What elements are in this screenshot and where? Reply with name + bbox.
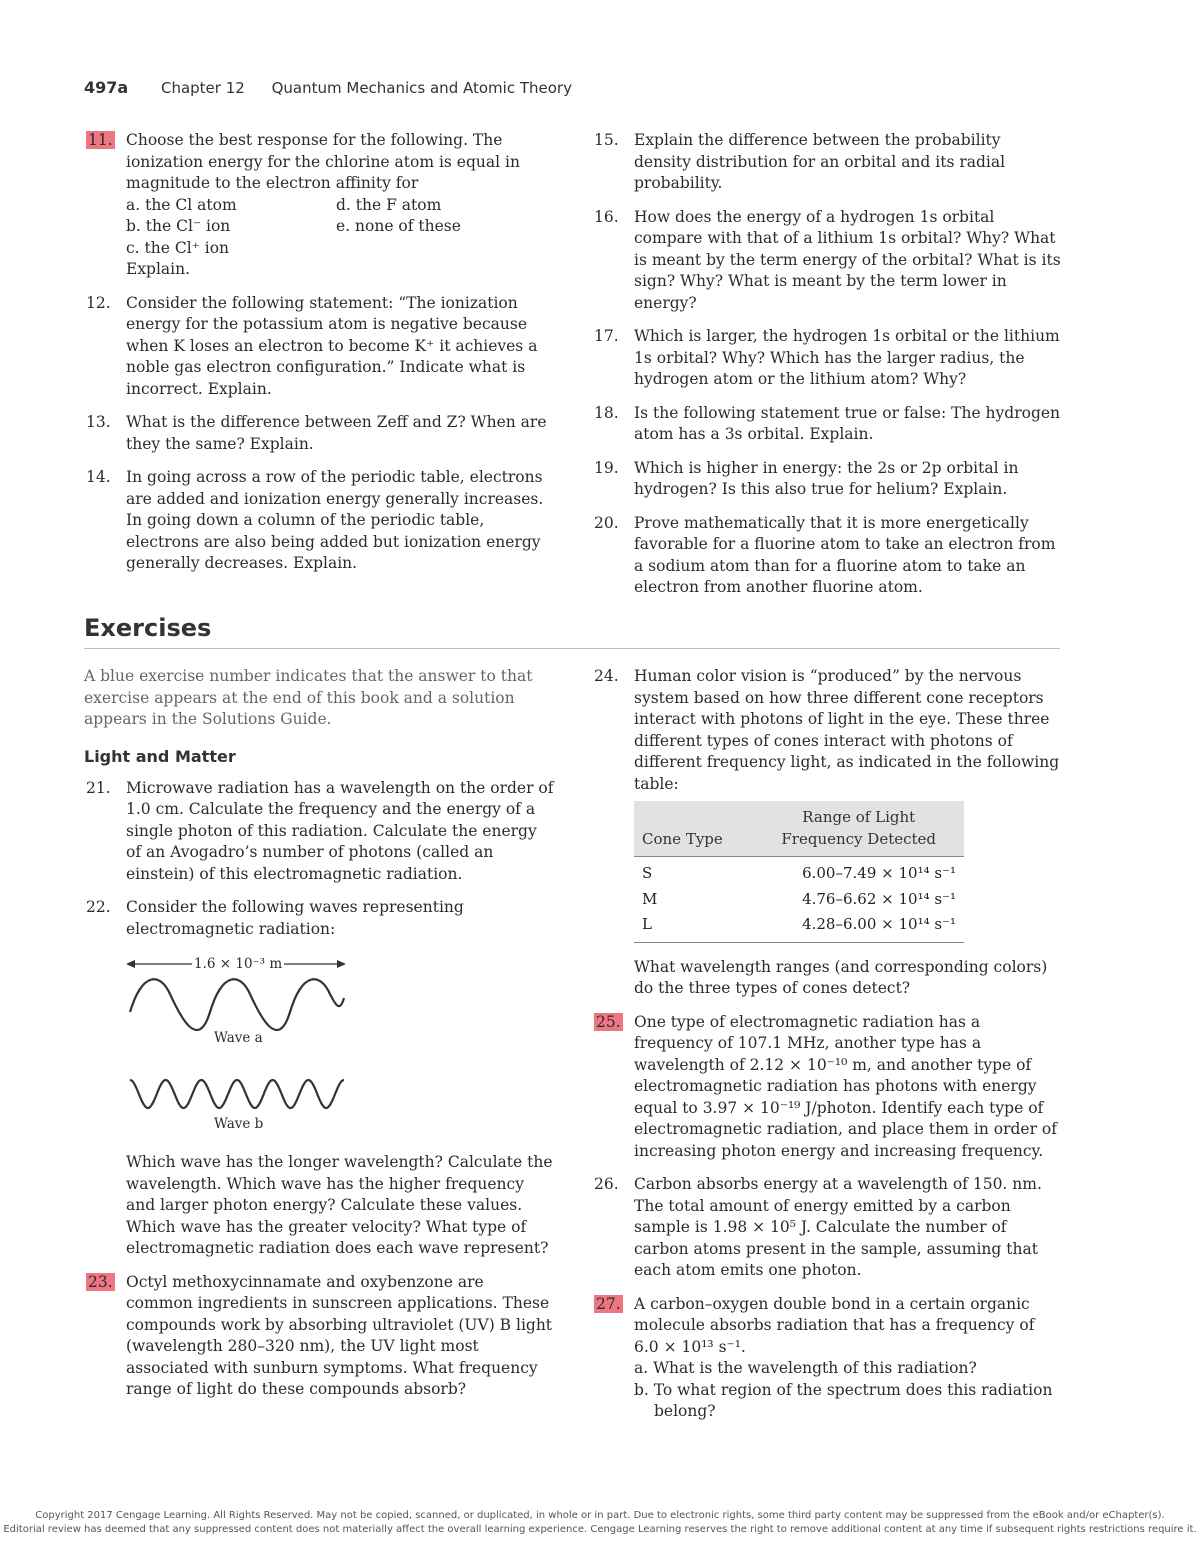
question-18 bbox=[592, 403, 1062, 446]
question-24 bbox=[592, 666, 1062, 1000]
question-number: 18. bbox=[594, 403, 619, 422]
question-21 bbox=[84, 778, 554, 886]
question-23 bbox=[84, 1272, 554, 1401]
page-number: 497a bbox=[84, 78, 129, 97]
scale-arrowhead-left bbox=[126, 960, 135, 968]
question-number: 16. bbox=[594, 207, 619, 226]
wave-b-label: Wave b bbox=[214, 1116, 264, 1132]
question-number: 27. bbox=[596, 1294, 621, 1313]
question-number: 14. bbox=[86, 468, 111, 486]
question-11 bbox=[84, 130, 554, 281]
question-text: Human color vision is “produced” by the nervous system based on how three different cone receptors interact with photons of light in the eye. These three different types of cones interact with photons of different frequency light, as indicated in the following table: bbox=[634, 667, 1060, 793]
question-number: 23. bbox=[88, 1272, 113, 1291]
option-a: a. the Cl atom bbox=[126, 195, 237, 214]
footer-line-1: Copyright 2017 Cengage Learning. All Rights Reserved. May not be copied, scanned, or duplicated, in whole or in part. Due to electronic rights, some third party content may be suppressed from the eBook and/or eChapter(s). bbox=[35, 1510, 1165, 1521]
question-20 bbox=[592, 513, 1062, 599]
question-16 bbox=[592, 207, 1062, 315]
exercises-left-column bbox=[84, 666, 554, 1413]
page-header bbox=[84, 78, 572, 97]
question-text: Consider the following statement: “The ionization energy for the potassium atom is negative because when K loses an electron to become K⁺ it achieves a noble gas electron configuration.” Indicate what is incorrect. Explain. bbox=[126, 293, 538, 398]
question-14 bbox=[84, 467, 554, 575]
section-heading: Exercises bbox=[84, 614, 212, 642]
table-header-cone-type: Cone Type bbox=[634, 801, 753, 857]
question-number: 25. bbox=[596, 1012, 621, 1031]
question-tail: Explain. bbox=[126, 260, 191, 278]
question-part-a: a. What is the wavelength of this radiation? bbox=[634, 1359, 977, 1377]
question-number: 19. bbox=[594, 458, 619, 477]
scale-label: 1.6 × 10⁻³ m bbox=[194, 954, 282, 976]
question-number: 15. bbox=[594, 131, 619, 149]
question-text: Which is higher in energy: the 2s or 2p orbital in hydrogen? Is this also true for helium? Explain. bbox=[634, 458, 1019, 498]
question-number: 26. bbox=[594, 1175, 619, 1193]
answer-options bbox=[126, 195, 554, 260]
question-text: A carbon–oxygen double bond in a certain organic molecule absorbs radiation that has a frequency of 6.0 × 10¹³ s⁻¹. bbox=[634, 1294, 1035, 1356]
question-text: Choose the best response for the following. The ionization energy for the chlorine atom is equal in magnitude to the electron affinity for bbox=[126, 131, 520, 192]
table-header-range: Range of Light Frequency Detected bbox=[753, 801, 964, 857]
question-text: Prove mathematically that it is more energetically favorable for a fluorine atom to take an electron from a sodium atom than for a fluorine atom to take an electron from another fluorine atom. bbox=[634, 513, 1056, 596]
question-text: Carbon absorbs energy at a wavelength of 150. nm. The total amount of energy emitted by a carbon sample is 1.98 × 10⁵ J. Calculate the number of carbon atoms present in the sample, assuming that each atom emits one photon. bbox=[634, 1175, 1042, 1279]
question-15 bbox=[592, 130, 1062, 195]
footer-line-2: Editorial review has deemed that any suppressed content does not materially affect the overall learning experience. Cengage Learning reserves the right to remove additional content at any time if subsequent rights restrictions require it. bbox=[3, 1524, 1197, 1535]
option-c: c. the Cl⁺ ion bbox=[126, 238, 230, 257]
question-number: 21. bbox=[86, 778, 111, 797]
chapter-title: Quantum Mechanics and Atomic Theory bbox=[271, 79, 572, 97]
question-17 bbox=[592, 326, 1062, 391]
question-22 bbox=[84, 897, 554, 1260]
exercises-right-column bbox=[592, 666, 1062, 1435]
question-number: 12. bbox=[86, 293, 111, 312]
question-27 bbox=[592, 1294, 1062, 1423]
question-text: What is the difference between Zeff and Z? When are they the same? Explain. bbox=[126, 413, 547, 453]
question-number: 11. bbox=[88, 131, 113, 149]
question-26 bbox=[592, 1174, 1062, 1282]
top-right-column bbox=[592, 130, 1062, 611]
table-row: L 4.28–6.00 × 10¹⁴ s⁻¹ bbox=[634, 912, 964, 942]
subsection-heading: Light and Matter bbox=[84, 746, 236, 766]
question-number: 20. bbox=[594, 513, 619, 532]
question-text: One type of electromagnetic radiation has a frequency of 107.1 MHz, another type has a wavelength of 2.12 × 10⁻¹⁰ m, and another type of electromagnetic radiation has photons with energy equal to 3.97 × 10⁻¹⁹ J/photon. Identify each type of electromagnetic radiation, and place them in order of increasing photon energy and increasing frequency. bbox=[634, 1012, 1057, 1160]
wave-a-label: Wave a bbox=[214, 1030, 263, 1046]
question-number: 17. bbox=[594, 327, 619, 345]
cone-table bbox=[634, 801, 964, 943]
wave-figure bbox=[126, 950, 554, 1140]
top-left-column bbox=[84, 130, 554, 587]
option-e: e. none of these bbox=[336, 217, 461, 235]
section-divider bbox=[84, 648, 1060, 649]
wave-a-curve bbox=[130, 979, 344, 1030]
question-12 bbox=[84, 293, 554, 401]
question-text: Octyl methoxycinnamate and oxybenzone are common ingredients in sunscreen applications. These compounds work by absorbing ultraviolet (UV) B light (wavelength 280–320 nm), the UV light most associated with sunburn symptoms. What frequency range of light do these compounds absorb? bbox=[126, 1272, 553, 1398]
table-row: M 4.76–6.62 × 10¹⁴ s⁻¹ bbox=[642, 889, 956, 908]
question-number: 24. bbox=[594, 667, 619, 685]
question-tail: What wavelength ranges (and corresponding colors) do the three types of cones detect? bbox=[634, 957, 1048, 997]
option-b: b. the Cl⁻ ion bbox=[126, 217, 231, 235]
copyright-footer bbox=[0, 1509, 1200, 1537]
question-text: In going across a row of the periodic table, electrons are added and ionization energy generally increases. In going down a column of the periodic table, electrons are also being added but ionization energy generally decreases. Explain. bbox=[126, 468, 544, 572]
question-tail: Which wave has the longer wavelength? Calculate the wavelength. Which wave has the higher frequency and larger photon energy? Calculate these values. Which wave has the greater velocity? What type of electromagnetic radiation does each wave represent? bbox=[126, 1153, 553, 1257]
question-number: 22. bbox=[86, 898, 111, 916]
option-d: d. the F atom bbox=[336, 195, 442, 214]
question-part-b: b. To what region of the spectrum does this radiation belong? bbox=[634, 1380, 1053, 1420]
question-number: 13. bbox=[86, 413, 111, 431]
question-13 bbox=[84, 412, 554, 455]
question-text: Is the following statement true or false: The hydrogen atom has a 3s orbital. Explain. bbox=[634, 403, 1061, 443]
question-text: Which is larger, the hydrogen 1s orbital or the lithium 1s orbital? Why? Which has the larger radius, the hydrogen atom or the lithium atom? Why? bbox=[634, 327, 1060, 388]
question-text: Explain the difference between the probability density distribution for an orbital and its radial probability. bbox=[634, 131, 1006, 192]
chapter-label: Chapter 12 bbox=[160, 79, 245, 97]
wave-b-curve bbox=[130, 1080, 344, 1108]
question-19 bbox=[592, 458, 1062, 501]
question-text: Microwave radiation has a wavelength on the order of 1.0 cm. Calculate the frequency and the energy of a single photon of this radiation. Calculate the energy of an Avogadro’s number of photons (called an einstein) of this electromagnetic radiation. bbox=[126, 778, 554, 883]
question-text: How does the energy of a hydrogen 1s orbital compare with that of a lithium 1s orbital? Why? What is meant by the term energy of the orbital? What is its sign? Why? What is meant by the term lower in energy? bbox=[634, 207, 1061, 312]
question-25 bbox=[592, 1012, 1062, 1163]
table-row: S 6.00–7.49 × 10¹⁴ s⁻¹ bbox=[634, 857, 964, 887]
question-text: Consider the following waves representing electromagnetic radiation: bbox=[126, 898, 464, 938]
exercises-intro: A blue exercise number indicates that the answer to that exercise appears at the end of this book and a solution appears in the Solutions Guide. bbox=[84, 667, 533, 728]
scale-arrowhead-right bbox=[337, 960, 346, 968]
